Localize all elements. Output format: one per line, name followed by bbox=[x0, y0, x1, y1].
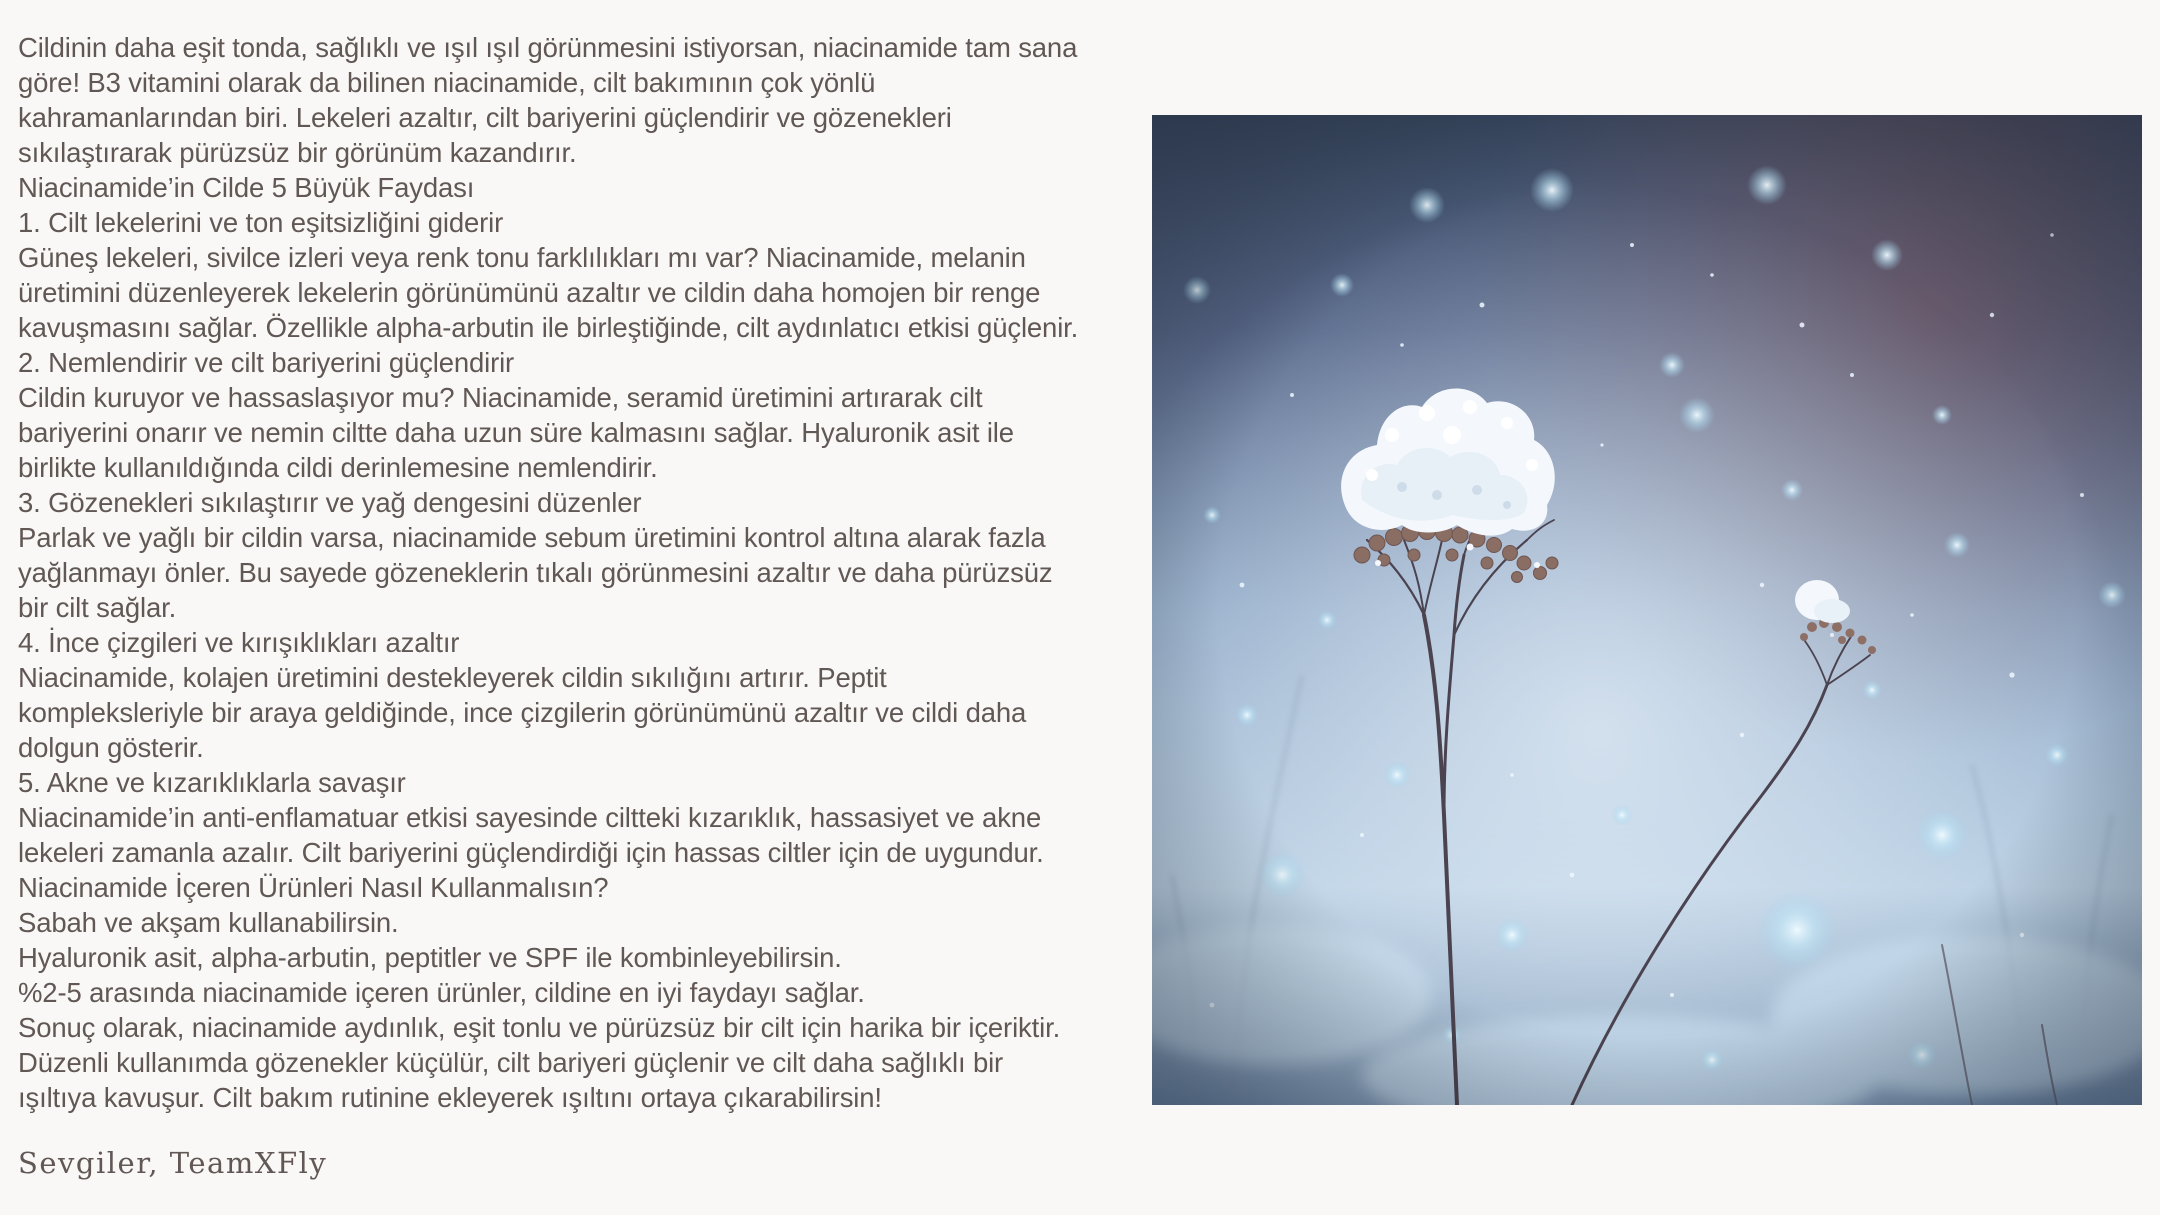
article-line: lekeleri zamanla azalır. Cilt bariyerini güçlendirdiği için hassas ciltler için de uygundur. bbox=[18, 837, 1044, 868]
benefit-heading: 2. Nemlendirir ve cilt bariyerini güçlendirir bbox=[18, 347, 515, 378]
usage-tip: Sabah ve akşam kullanabilirsin. bbox=[18, 907, 399, 938]
benefit-heading: 4. İnce çizgileri ve kırışıklıkları azaltır bbox=[18, 627, 460, 658]
article-line: üretimini düzenleyerek lekelerin görünümünü azaltır ve cildin daha homojen bir renge bbox=[18, 277, 1041, 308]
benefit-heading: 5. Akne ve kızarıklıklarla savaşır bbox=[18, 767, 406, 798]
conclusion-line: Sonuç olarak, niacinamide aydınlık, eşit tonlu ve pürüzsüz bir cilt için harika bir içeriktir. bbox=[18, 1012, 1061, 1043]
article-line: göre! B3 vitamini olarak da bilinen niacinamide, cilt bakımının çok yönlü bbox=[18, 67, 876, 98]
benefit-heading: 1. Cilt lekelerini ve ton eşitsizliğini giderir bbox=[18, 207, 504, 238]
article-line: birlikte kullanıldığında cildi derinlemesine nemlendirir. bbox=[18, 452, 658, 483]
article-line: Niacinamide, kolajen üretimini destekleyerek cildin sıkılığını artırır. Peptit bbox=[18, 662, 887, 693]
article-line: Cildinin daha eşit tonda, sağlıklı ve ışıl ışıl görünmesini istiyorsan, niacinamide tam sana bbox=[18, 32, 1078, 63]
section-heading: Niacinamide’in Cilde 5 Büyük Faydası bbox=[18, 172, 475, 203]
section-heading: Niacinamide İçeren Ürünleri Nasıl Kullanmalısın? bbox=[18, 872, 609, 903]
article-line: Cildin kuruyor ve hassaslaşıyor mu? Niacinamide, seramid üretimini artırarak cilt bbox=[18, 382, 983, 413]
conclusion-line: ışıltıya kavuşur. Cilt bakım rutinine ekleyerek ışıltını ortaya çıkarabilirsin! bbox=[18, 1082, 882, 1113]
article-line: Parlak ve yağlı bir cildin varsa, niacinamide sebum üretimini kontrol altına alarak fazla bbox=[18, 522, 1046, 553]
usage-tip: Hyaluronik asit, alpha-arbutin, peptitler ve SPF ile kombinleyebilirsin. bbox=[18, 942, 842, 973]
usage-tip: %2-5 arasında niacinamide içeren ürünler, cildine en iyi faydayı sağlar. bbox=[18, 977, 865, 1008]
article-line: kompleksleriyle bir araya geldiğinde, ince çizgilerin görünümünü azaltır ve cildi daha bbox=[18, 697, 1027, 728]
benefit-heading: 3. Gözenekleri sıkılaştırır ve yağ dengesini düzenler bbox=[18, 487, 642, 518]
article-line: sıkılaştırarak pürüzsüz bir görünüm kazandırır. bbox=[18, 137, 577, 168]
article-line: bir cilt sağlar. bbox=[18, 592, 177, 623]
article-line: yağlanmayı önler. Bu sayede gözeneklerin tıkalı görünmesini azaltır ve daha pürüzsüz bbox=[18, 557, 1053, 588]
article-line: kahramanlarından biri. Lekeleri azaltır, cilt bariyerini güçlendirir ve gözenekleri bbox=[18, 102, 952, 133]
article-line: dolgun gösterir. bbox=[18, 732, 204, 763]
snowy-flower-photo bbox=[1152, 115, 2142, 1105]
article-line: Güneş lekeleri, sivilce izleri veya renk tonu farklılıkları mı var? Niacinamide, melanin bbox=[18, 242, 1026, 273]
snowy-flower-illustration bbox=[1152, 115, 2142, 1105]
article-line: bariyerini onarır ve nemin ciltte daha uzun süre kalmasını sağlar. Hyaluronik asit ile bbox=[18, 417, 1014, 448]
article-line: Niacinamide’in anti-enflamatuar etkisi sayesinde ciltteki kızarıklık, hassasiyet ve akne bbox=[18, 802, 1042, 833]
article-line: kavuşmasını sağlar. Özellikle alpha-arbutin ile birleştiğinde, cilt aydınlatıcı etkisi güçlenir. bbox=[18, 312, 1079, 343]
conclusion-line: Düzenli kullanımda gözenekler küçülür, cilt bariyeri güçlenir ve cilt daha sağlıklı bir bbox=[18, 1047, 1004, 1078]
signature: Sevgiler, TeamXFly bbox=[18, 1146, 328, 1180]
article-body bbox=[18, 30, 1143, 1115]
